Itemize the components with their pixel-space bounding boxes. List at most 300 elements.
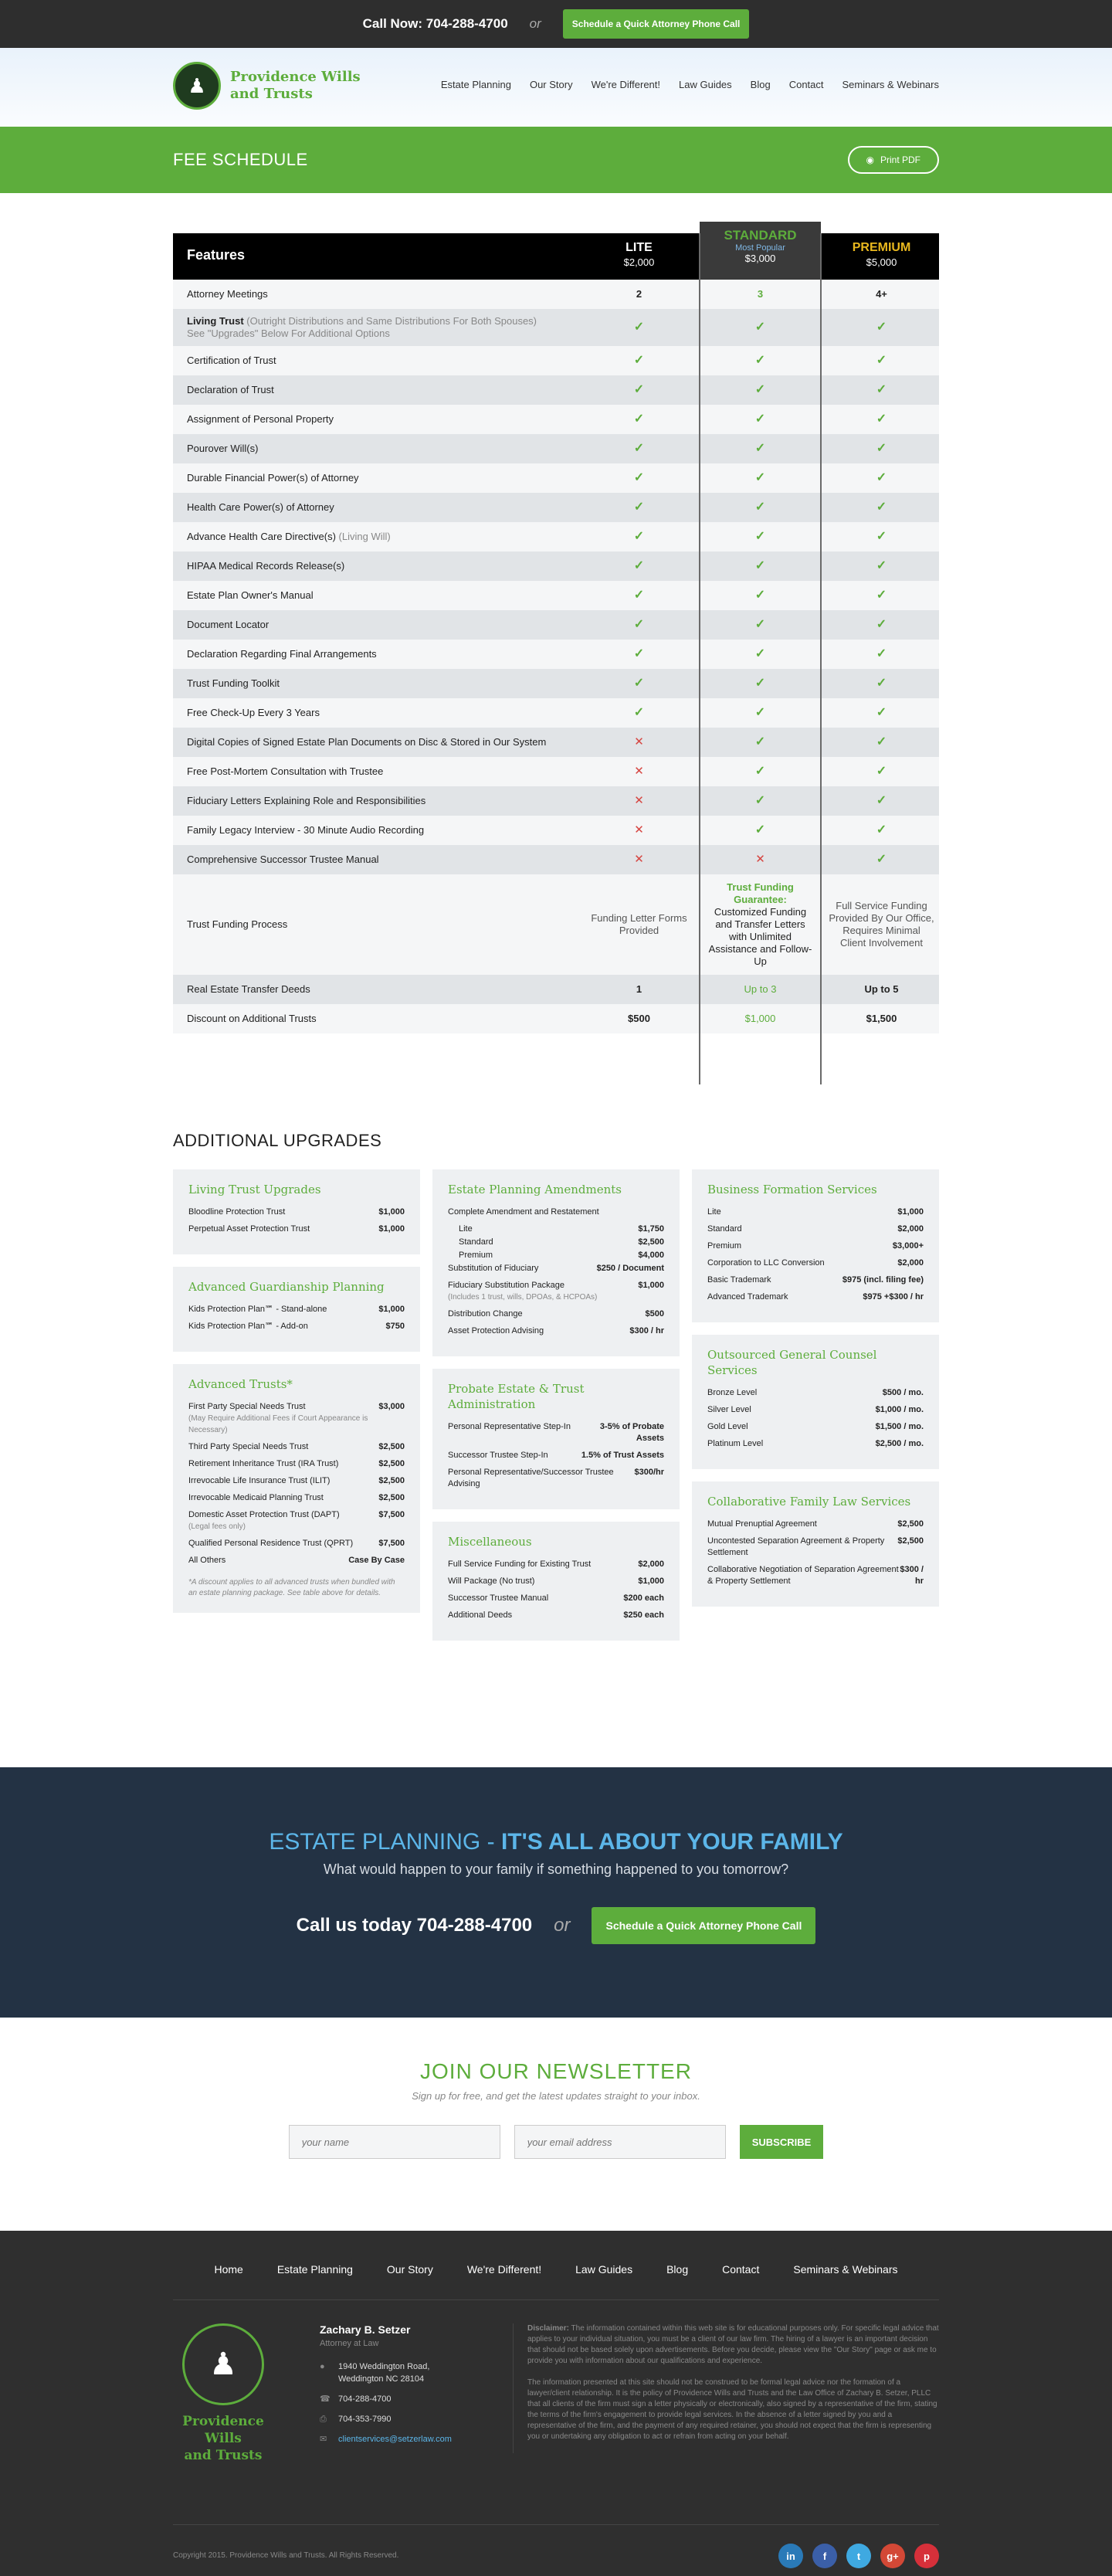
price-item [707, 1421, 924, 1433]
fee-row-label [173, 288, 578, 300]
price-item [448, 1224, 664, 1235]
fee-row-label [173, 795, 578, 807]
footer-nav-contact[interactable]: Contact [722, 2263, 760, 2276]
column-divider [699, 233, 700, 1084]
feature-name: Durable Financial Power(s) of Attorney [187, 472, 359, 484]
item-price: $2,500 [897, 1536, 924, 1546]
price-item [448, 1610, 664, 1621]
fee-row [173, 640, 939, 669]
linkedin-icon[interactable]: in [778, 2544, 803, 2568]
check-icon: ✓ [754, 677, 766, 690]
check-icon: ✓ [754, 530, 766, 543]
collaborative-family-law-card [692, 1481, 939, 1607]
item-name: Platinum Level [707, 1439, 764, 1448]
item-price: $2,500 [378, 1493, 405, 1502]
fee-row-label [173, 736, 578, 748]
item-price: $1,000 [378, 1224, 405, 1234]
nav-seminars[interactable]: Seminars & Webinars [842, 79, 939, 90]
nav-estate-planning[interactable]: Estate Planning [440, 79, 511, 90]
fax-icon: ⎙ [320, 2415, 327, 2424]
item-name: Corporation to LLC Conversion [707, 1258, 825, 1268]
item-name: Qualified Personal Residence Trust (QPRT) [188, 1539, 354, 1548]
item-price: $4,000 [638, 1251, 664, 1260]
item-label [448, 1559, 591, 1570]
item-price: $2,500 [378, 1476, 405, 1485]
check-icon: ✓ [754, 559, 766, 572]
item-name: Mutual Prenuptial Agreement [707, 1519, 817, 1529]
item-label [707, 1240, 741, 1252]
family-logo-icon: ♟ [182, 2323, 264, 2405]
fee-cell [578, 1004, 700, 1033]
fee-row-label [173, 443, 578, 455]
price-item [188, 1538, 405, 1549]
fee-cell-value: Full Service Funding Provided By Our Office, Requires Minimal Client Involvement [829, 900, 934, 949]
fee-row [173, 552, 939, 581]
fee-row [173, 581, 939, 610]
check-icon: ✓ [876, 589, 887, 602]
item-name: Domestic Asset Protection Trust (DAPT) [188, 1510, 340, 1519]
nav-law-guides[interactable]: Law Guides [679, 79, 732, 90]
name-input[interactable] [289, 2125, 500, 2159]
twitter-icon[interactable]: t [846, 2544, 871, 2568]
item-label [188, 1458, 338, 1470]
feature-name: Discount on Additional Trusts [187, 1013, 317, 1024]
cta-title-light: ESTATE PLANNING - [269, 1829, 501, 1855]
price-item [188, 1555, 405, 1566]
fee-row-label [173, 501, 578, 514]
nav-blog[interactable]: Blog [750, 79, 771, 90]
upgrades-column-3 [692, 1169, 939, 1641]
item-name: Successor Trustee Manual [448, 1593, 549, 1603]
fee-cell [700, 874, 821, 975]
fax-line [320, 2413, 452, 2425]
item-label [707, 1438, 763, 1450]
cta-schedule-button[interactable]: Schedule a Quick Attorney Phone Call [592, 1907, 815, 1944]
top-call-bar [0, 0, 1112, 48]
price-item [448, 1280, 664, 1303]
disclaimer-label: Disclaimer: [527, 2324, 569, 2333]
item-price: $7,500 [378, 1510, 405, 1519]
item-label [459, 1224, 473, 1235]
probate-administration-card [432, 1369, 680, 1509]
price-item [448, 1421, 664, 1444]
price-item [188, 1441, 405, 1453]
features-heading: Features [187, 247, 246, 263]
fee-row-label [173, 315, 578, 340]
check-icon: ✓ [754, 765, 766, 778]
item-label [188, 1304, 327, 1315]
fee-row [173, 280, 939, 309]
price-item [707, 1257, 924, 1269]
card-title: Collaborative Family Law Services [707, 1495, 911, 1509]
cta-question: What would happen to your family if something happened to you tomorrow? [323, 1862, 789, 1877]
feature-name: Comprehensive Successor Trustee Manual [187, 854, 379, 865]
plan-standard-header [700, 222, 821, 280]
item-label [188, 1401, 378, 1436]
additional-upgrades-title: ADDITIONAL UPGRADES [173, 1131, 382, 1150]
plan-name: STANDARD [724, 228, 797, 243]
price-item [448, 1559, 664, 1570]
logo-line-1: Providence Wills [230, 69, 361, 85]
fee-row-label [173, 677, 578, 690]
attorney-name: Zachary B. Setzer [320, 2323, 411, 2336]
item-name: Successor Trustee Step-In [448, 1451, 548, 1460]
cross-icon: ✕ [634, 823, 644, 837]
check-icon: ✓ [633, 321, 645, 334]
card-title: Advanced Trusts* [188, 1377, 293, 1391]
item-name: Uncontested Separation Agreement & Property Settlement [707, 1536, 885, 1557]
feature-name: Free Post-Mortem Consultation with Trustee [187, 765, 384, 777]
item-price: 3-5% of Probate Assets [599, 1422, 664, 1443]
main-nav [441, 79, 939, 90]
fee-cell-value: 2 [636, 288, 642, 300]
footer-logo[interactable] [173, 2323, 273, 2464]
item-name: Full Service Funding for Existing Trust [448, 1560, 592, 1569]
check-icon: ✓ [754, 794, 766, 807]
item-name: Fiduciary Substitution Package [448, 1281, 565, 1290]
estate-amendments-card [432, 1169, 680, 1356]
feature-name: Declaration Regarding Final Arrangements [187, 648, 377, 660]
item-price: $1,500 / mo. [875, 1422, 924, 1431]
price-item [707, 1564, 924, 1587]
item-name: Bloodline Protection Trust [188, 1207, 286, 1217]
footer-nav-were-different[interactable]: We're Different! [466, 2263, 542, 2276]
footer-logo-line-2: and Trusts [184, 2448, 263, 2463]
feature-name: Digital Copies of Signed Estate Plan Documents on Disc & Stored in Our System [187, 736, 547, 748]
fee-cell-value: $1,500 [866, 1013, 897, 1024]
fee-row [173, 698, 939, 728]
check-icon: ✓ [876, 735, 887, 748]
item-name: Kids Protection Plan℠ - Add-on [188, 1322, 308, 1331]
item-price: $300 / hr [629, 1326, 664, 1336]
general-counsel-card [692, 1335, 939, 1469]
trust-funding-guarantee [707, 881, 813, 968]
item-label [448, 1308, 523, 1320]
fee-row-label [173, 707, 578, 719]
fee-row-label [173, 619, 578, 631]
item-name: Kids Protection Plan℠ - Stand-alone [188, 1305, 327, 1314]
price-item [448, 1576, 664, 1587]
newsletter-title: JOIN OUR NEWSLETTER [420, 2059, 692, 2083]
footer-nav-our-story[interactable]: Our Story [386, 2263, 433, 2276]
check-icon: ✓ [754, 321, 766, 334]
card-title: Advanced Guardianship Planning [188, 1280, 385, 1294]
check-icon: ✓ [754, 618, 766, 631]
feature-name: Document Locator [187, 619, 270, 630]
fee-cell-value: Funding Letter Forms Provided [591, 912, 687, 936]
disclaimer [513, 2323, 939, 2453]
guarantee-label: Trust Funding Guarantee: [727, 881, 794, 905]
item-label [459, 1237, 493, 1248]
item-price: $500 / mo. [882, 1388, 924, 1397]
fee-row [173, 874, 939, 975]
plan-price: $3,000 [744, 253, 776, 264]
cta-call-row [0, 1907, 1112, 1944]
item-price: Case By Case [348, 1556, 405, 1565]
item-price: $7,500 [378, 1539, 405, 1548]
item-name: Silver Level [707, 1405, 751, 1414]
or-text: or [529, 16, 541, 31]
column-divider [820, 233, 822, 1084]
item-name: Lite [459, 1224, 473, 1234]
email-input[interactable] [514, 2125, 726, 2159]
print-pdf-label: Print PDF [880, 154, 920, 165]
footer-nav [173, 2231, 939, 2300]
feature-name: Assignment of Personal Property [187, 413, 334, 425]
fee-cell [821, 1004, 942, 1033]
item-name: Personal Representative Step-In [448, 1422, 571, 1431]
item-label [188, 1492, 324, 1504]
item-name: Standard [707, 1224, 742, 1234]
cta-call-text[interactable]: Call us today 704-288-4700 [296, 1915, 533, 1936]
item-price: $2,500 [638, 1237, 664, 1247]
address-line [320, 2360, 452, 2385]
item-price: $2,500 [378, 1459, 405, 1468]
fee-row-label [173, 531, 578, 543]
item-price: $1,000 [378, 1305, 405, 1314]
fee-row-label [173, 765, 578, 778]
feature-note: See "Upgrades" Below For Additional Options [187, 328, 390, 339]
cross-icon: ✕ [634, 765, 644, 778]
fee-row-label [173, 824, 578, 837]
check-icon: ✓ [876, 501, 887, 514]
fee-cell-value: Up to 5 [864, 983, 899, 995]
footer-logo-text [173, 2413, 273, 2464]
price-item [188, 1492, 405, 1504]
upgrades-columns [173, 1169, 939, 1641]
check-icon: ✓ [876, 321, 887, 334]
price-item [448, 1325, 664, 1337]
price-item [448, 1263, 664, 1274]
fee-cell [578, 280, 700, 309]
fee-cell-value: Up to 3 [744, 983, 777, 995]
item-name: All Others [188, 1556, 226, 1565]
footer-nav-home[interactable]: Home [214, 2263, 243, 2276]
item-price: $1,000 [378, 1207, 405, 1217]
facebook-icon[interactable]: f [812, 2544, 837, 2568]
nav-our-story[interactable]: Our Story [529, 79, 573, 90]
price-item [448, 1308, 664, 1320]
item-label [448, 1593, 548, 1604]
attorney-title: Attorney at Law [320, 2339, 379, 2348]
item-name: Bronze Level [707, 1388, 758, 1397]
feature-note: (Living Will) [338, 531, 391, 542]
item-price: $1,750 [638, 1224, 664, 1234]
schedule-call-button[interactable]: Schedule a Quick Attorney Phone Call [563, 9, 750, 39]
item-price: $1,000 [638, 1281, 664, 1290]
call-now-text[interactable]: Call Now: 704-288-4700 [362, 16, 508, 31]
price-item [707, 1224, 924, 1235]
fee-row [173, 845, 939, 874]
feature-name: Advance Health Care Directive(s) [187, 531, 336, 542]
item-name: Advanced Trademark [707, 1292, 788, 1302]
footer-nav-law-guides[interactable]: Law Guides [575, 2263, 633, 2276]
check-icon: ✓ [633, 677, 645, 690]
price-item [448, 1593, 664, 1604]
fee-row [173, 728, 939, 757]
nav-were-different[interactable]: We're Different! [591, 79, 661, 90]
item-name: Distribution Change [448, 1309, 523, 1319]
card-title: Estate Planning Amendments [448, 1183, 622, 1196]
item-label [188, 1538, 353, 1549]
feature-name: Free Check-Up Every 3 Years [187, 707, 320, 718]
item-note: (Legal fees only) [188, 1522, 246, 1531]
feature-note: (Outright Distributions and Same Distributions For Both Spouses) [246, 315, 537, 327]
advanced-trusts-card [173, 1364, 420, 1613]
plan-price: $5,000 [866, 256, 897, 268]
item-price: $750 [385, 1322, 405, 1331]
logo-line-2: and Trusts [230, 86, 313, 102]
item-label [459, 1250, 493, 1261]
item-price: $2,500 [897, 1519, 924, 1529]
item-label [448, 1263, 538, 1274]
fee-row [173, 463, 939, 493]
item-name: Irrevocable Medicaid Planning Trust [188, 1493, 324, 1502]
print-icon: ◉ [866, 154, 874, 165]
footer-nav-seminars[interactable]: Seminars & Webinars [793, 2263, 898, 2276]
plan-premium-header [821, 233, 942, 280]
price-item [188, 1401, 405, 1436]
item-label [448, 1576, 534, 1587]
check-icon: ✓ [633, 354, 645, 367]
print-pdf-button[interactable] [848, 146, 940, 174]
fee-row [173, 346, 939, 375]
item-label [188, 1224, 310, 1235]
fee-row-label [173, 560, 578, 572]
check-icon: ✓ [633, 618, 645, 631]
plan-price: $2,000 [623, 256, 655, 268]
fee-row [173, 786, 939, 816]
site-logo[interactable] [173, 62, 361, 110]
fee-cell [821, 280, 942, 309]
price-item [448, 1467, 664, 1490]
check-icon: ✓ [633, 442, 645, 455]
price-item [188, 1509, 405, 1532]
email-link[interactable]: clientservices@setzerlaw.com [338, 2435, 452, 2444]
fee-cell [700, 1004, 821, 1033]
living-trust-upgrades-card [173, 1169, 420, 1254]
fee-cell [700, 975, 821, 1004]
item-price: $250 each [623, 1610, 664, 1620]
item-price: 1.5% of Trust Assets [581, 1451, 664, 1460]
pinterest-icon[interactable]: p [914, 2544, 939, 2568]
fee-row-label [173, 413, 578, 426]
feature-name: HIPAA Medical Records Release(s) [187, 560, 345, 572]
miscellaneous-card [432, 1522, 680, 1641]
item-price: $3,000+ [892, 1241, 924, 1251]
feature-name: Trust Funding Toolkit [187, 677, 280, 689]
feature-name: Health Care Power(s) of Attorney [187, 501, 334, 513]
check-icon: ✓ [876, 383, 887, 396]
phone-number[interactable]: 704-288-4700 [338, 2394, 392, 2404]
cta-or: or [554, 1915, 571, 1936]
price-item [188, 1475, 405, 1487]
family-logo-icon: ♟ [173, 62, 221, 110]
item-label [707, 1519, 817, 1530]
card-title: Probate Estate & Trust Administration [448, 1382, 585, 1411]
fee-cell [821, 874, 942, 975]
item-price: $2,000 [897, 1224, 924, 1234]
fee-row-label [173, 384, 578, 396]
address-line-1: 1940 Weddington Road, [338, 2362, 430, 2371]
price-item [188, 1224, 405, 1235]
check-icon: ✓ [754, 589, 766, 602]
check-icon: ✓ [876, 823, 887, 837]
item-name: Perpetual Asset Protection Trust [188, 1224, 310, 1234]
fee-row [173, 975, 939, 1004]
nav-contact[interactable]: Contact [788, 79, 824, 90]
social-links [778, 2544, 939, 2568]
card-title: Miscellaneous [448, 1535, 532, 1549]
feature-name: Trust Funding Process [187, 918, 288, 930]
fee-row [173, 1004, 939, 1033]
check-icon: ✓ [633, 706, 645, 719]
fee-cell [578, 975, 700, 1004]
fax-number: 704-353-7990 [338, 2415, 392, 2424]
item-price: $250 / Document [596, 1264, 664, 1273]
feature-name: Attorney Meetings [187, 288, 268, 300]
item-name: Basic Trademark [707, 1275, 771, 1285]
item-label [707, 1257, 825, 1269]
item-price: $2,000 [897, 1258, 924, 1268]
item-name: Irrevocable Life Insurance Trust (ILIT) [188, 1476, 331, 1485]
check-icon: ✓ [876, 706, 887, 719]
footer-nav-blog[interactable]: Blog [666, 2263, 689, 2276]
item-name: Personal Representative/Successor Trustee Advising [448, 1468, 614, 1488]
fee-table [173, 228, 939, 1084]
card-title: Living Trust Upgrades [188, 1183, 321, 1196]
fee-table-body [173, 280, 939, 1033]
item-note: (May Require Additional Fees if Court Appearance is Necessary) [188, 1414, 368, 1434]
fee-row-label [173, 589, 578, 602]
item-label [448, 1207, 599, 1218]
guarantee-text: Customized Funding and Transfer Letters with Unlimited Assistance and Follow-Up [708, 906, 812, 967]
fee-row [173, 522, 939, 552]
item-label [707, 1387, 757, 1399]
fee-row [173, 493, 939, 522]
check-icon: ✓ [876, 853, 887, 866]
disclaimer-para-1 [527, 2323, 939, 2367]
item-label [448, 1325, 544, 1337]
card-title: Business Formation Services [707, 1183, 877, 1196]
item-label [188, 1441, 308, 1453]
disclaimer-text-1: The information contained within this web site is for educational purposes only. For specific legal advice that applies to your individual situation, you must be a client of our law firm. The hiring of a lawyer is an important decision that should not be based solely upon advertisements. Before you decide, please view the "Our Story" page or ask me to provide you with information about our qualifications and experience. [527, 2324, 939, 2365]
item-price: $2,500 / mo. [875, 1439, 924, 1448]
price-item [707, 1207, 924, 1218]
site-footer [0, 2231, 1112, 2576]
plan-name: PREMIUM [852, 241, 911, 254]
subscribe-button[interactable]: SUBSCRIBE [740, 2125, 824, 2159]
card-title: Outsourced General Counsel Services [707, 1348, 877, 1377]
google-plus-icon[interactable]: g+ [880, 2544, 905, 2568]
page-title: FEE SCHEDULE [173, 150, 308, 169]
item-name: Additional Deeds [448, 1610, 513, 1620]
item-label [707, 1421, 748, 1433]
check-icon: ✓ [633, 589, 645, 602]
item-label [188, 1475, 330, 1487]
price-item [448, 1450, 664, 1461]
cta-title [0, 1829, 1112, 1855]
footer-nav-estate-planning[interactable]: Estate Planning [276, 2263, 353, 2276]
address-line-2: Weddington NC 28104 [338, 2374, 425, 2384]
check-icon: ✓ [754, 354, 766, 367]
item-price: $300 / hr [900, 1565, 924, 1586]
item-price: $2,000 [638, 1560, 664, 1569]
item-label [188, 1321, 308, 1332]
price-item [707, 1291, 924, 1303]
item-price: $975 (incl. filing fee) [842, 1275, 924, 1285]
item-label [448, 1280, 597, 1303]
